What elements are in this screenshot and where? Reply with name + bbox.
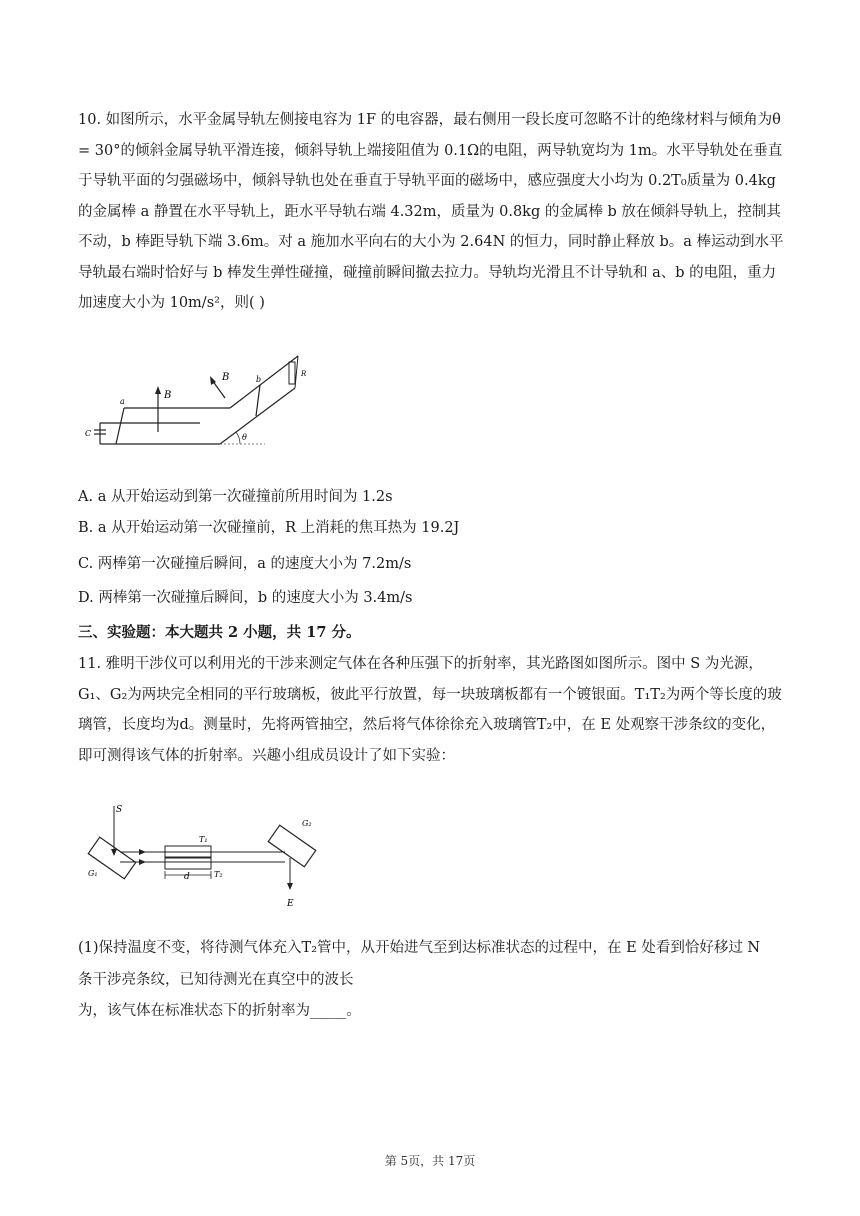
- label-d: d: [184, 872, 190, 882]
- label-G2: G₂: [302, 819, 312, 828]
- option-d: D. 两棒第一次碰撞后瞬间，b 的速度大小为 3.4m/s: [78, 590, 413, 606]
- label-a: a: [120, 397, 125, 406]
- option-b: B. a 从开始运动第一次碰撞前，R 上消耗的焦耳热为 19.2J: [78, 520, 460, 536]
- option-c: C. 两棒第一次碰撞后瞬间，a 的速度大小为 7.2m/s: [78, 556, 412, 572]
- page-footer: 第 5页，共 17页: [384, 1154, 476, 1168]
- label-B1: B: [164, 390, 172, 401]
- label-G1: G₁: [88, 869, 98, 878]
- option-a: A. a 从开始运动到第一次碰撞前所用时间为 1.2s: [78, 489, 393, 505]
- label-theta: θ: [242, 433, 247, 442]
- sub-question-1-line1: (1)保持温度不变，将待测气体充入T₂管中，从开始进气至到达标准状态的过程中，在 E 处看到恰好移过 N: [78, 940, 761, 956]
- question-10-text: 10. 如图所示，水平金属导轨左侧接电容为 1F 的电容器，最右侧用一段长度可忽略不计的绝缘材料与倾角为θ = 30°的倾斜金属导轨平滑连接，倾斜导轨上端接阻值为 0.1Ω的电阻，两导轨宽均为 1m。水平导轨处在垂直于导轨平面的匀强磁场中，倾斜导轨也处在垂直于导轨平面的磁场中，感应强度大小均为 0.2T₀质量为 0.4kg 的金属棒 a 静置在水平导轨上，距水平导轨右端 4.32m，质量为 0.8kg 的金属棒 b 放在倾斜导轨上，控制其不动，b 棒距导轨下端 3.6m。对 a 施加水平向右的大小为 2.64N 的恒力，同时静止释放 b。a 棒运动到水平导轨最右端时恰好与 b 棒发生弹性碰撞，碰撞前瞬间撤去拉力。导轨均光滑且不计导轨和 a、b 的电阻，重力加速度大小为 10m/s²，则( ): [78, 112, 784, 311]
- section-heading: 三、实验题：本大题共 2 小题，共 17 分。: [78, 624, 361, 641]
- interferometer-diagram: [80, 798, 330, 913]
- label-C: C: [85, 429, 92, 438]
- label-B2: B: [222, 372, 230, 383]
- label-S: S: [116, 805, 123, 815]
- label-T2: T₂: [214, 870, 223, 879]
- sub-question-1-line3: 为，该气体在标准状态下的折射率为_____。: [78, 1003, 361, 1019]
- label-T1: T₁: [199, 835, 208, 844]
- label-b: b: [256, 375, 262, 384]
- question-11-text: 11. 雅明干涉仪可以利用光的干涉来测定气体在各种压强下的折射率，其光路图如图所示。图中 S 为光源，G₁、G₂为两块完全相同的平行玻璃板，彼此平行放置，每一块玻璃板都有一个镀银面。T₁T₂为两个等长度的玻璃管，长度均为d。测量时，先将两管抽空，然后将气体徐徐充入玻璃管T₂中，在 E 处观察干涉条纹的变化，即可测得该气体的折射率。兴趣小组成员设计了如下实验：: [78, 656, 782, 764]
- rail-diagram: [80, 348, 330, 458]
- label-R: R: [301, 370, 307, 378]
- sub-question-1-line2: 条干涉亮条纹，已知待测光在真空中的波长: [78, 972, 354, 988]
- label-E: E: [287, 899, 294, 909]
